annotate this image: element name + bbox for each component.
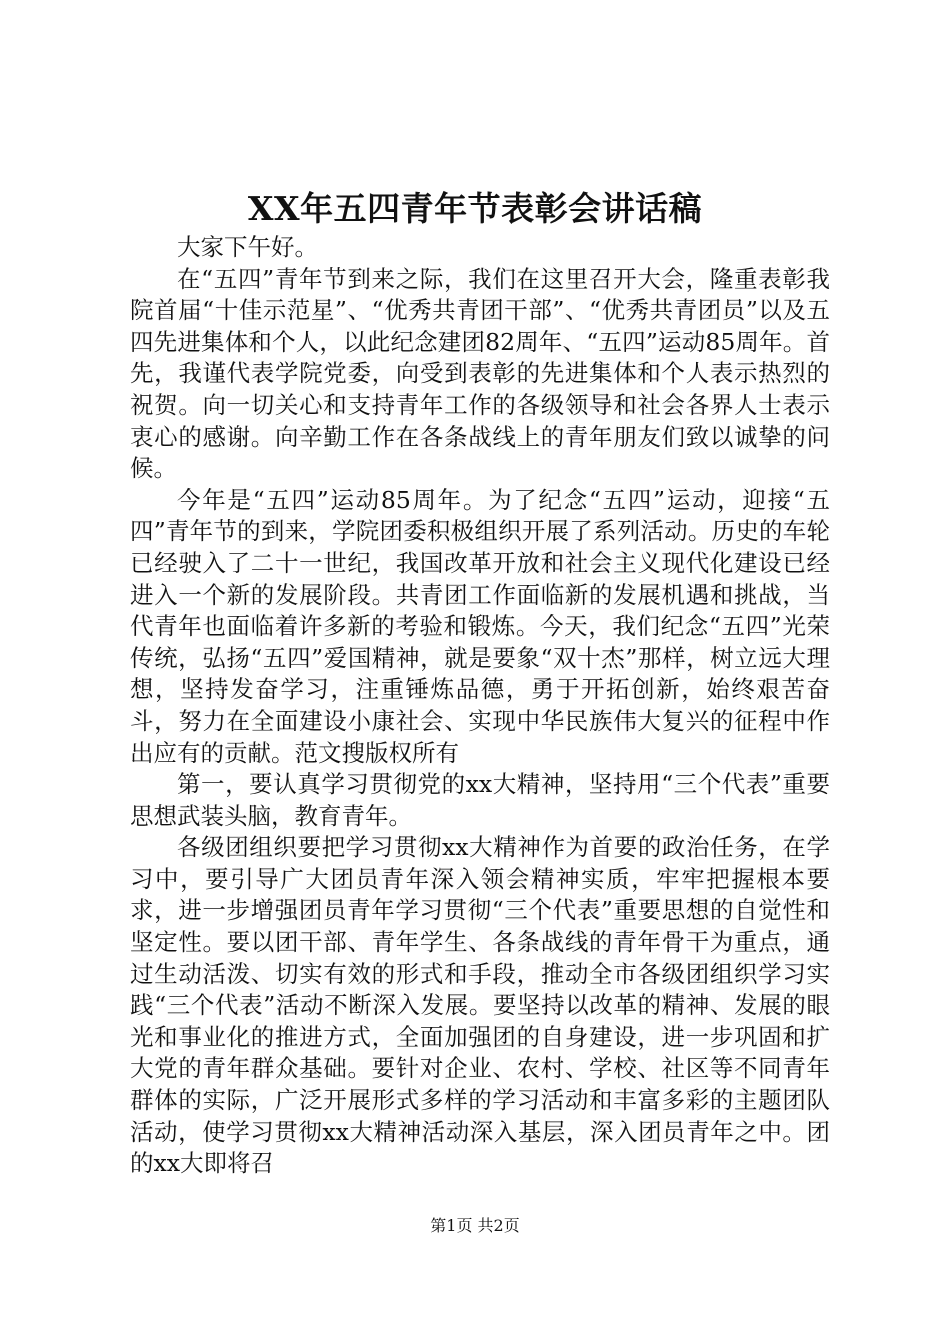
paragraph-anniversary: 今年是“五四”运动85周年。为了纪念“五四”运动，迎接“五四”青年节的到来，学院团委积极组织开展了系列活动。历史的车轮已经驶入了二十一世纪，我国改革开放和社会主义现代化建设已经进入一个新的发展阶段。共青团工作面临新的发展机遇和挑战，当代青年也面临着许多新的考验和锻炼。今天，我们纪念“五四”光荣传统，弘扬“五四”爱国精神，就是要象“双十杰”那样，树立远大理想，坚持发奋学习，注重锤炼品德，勇于开拓创新，始终艰苦奋斗，努力在全面建设小康社会、实现中华民族伟大复兴的征程中作出应有的贡献。范文搜版权所有 xyxy=(130,485,830,767)
paragraph-greeting: 大家下午好。 xyxy=(177,233,318,261)
document-body xyxy=(130,232,830,1180)
paragraph-point-one: 第一，要认真学习贯彻党的xx大精神，坚持用“三个代表”重要思想武装头脑，教育青年。 xyxy=(130,770,830,830)
page-number-footer: 第1页 共2页 xyxy=(430,1216,520,1235)
paragraph-point-one-detail: 各级团组织要把学习贯彻xx大精神作为首要的政治任务，在学习中，要引导广大团员青年深入领会精神实质，牢牢把握根本要求，进一步增强团员青年学习贯彻“三个代表”重要思想的自觉性和坚定性。要以团干部、青年学生、各条战线的青年骨干为重点，通过生动活泼、切实有效的形式和手段，推动全市各级团组织学习实践“三个代表”活动不断深入发展。要坚持以改革的精神、发展的眼光和事业化的推进方式，全面加强团的自身建设，进一步巩固和扩大党的青年群众基础。要针对企业、农村、学校、社区等不同青年群体的实际，广泛开展形式多样的学习活动和丰富多彩的主题团队活动，使学习贯彻xx大精神活动深入基层，深入团员青年之中。团的xx大即将召 xyxy=(130,833,830,1178)
paragraph-opening: 在“五四”青年节到来之际，我们在这里召开大会，隆重表彰我院首届“十佳示范星”、“优秀共青团干部”、“优秀共青团员”以及五四先进集体和个人，以此纪念建团82周年、“五四”运动85周年。首先，我谨代表学院党委，向受到表彰的先进集体和个人表示热烈的祝贺。向一切关心和支持青年工作的各级领导和社会各界人士表示衷心的感谢。向辛勤工作在各条战线上的青年朋友们致以诚挚的问候。 xyxy=(130,264,830,483)
document-title: XX年五四青年节表彰会讲话稿 xyxy=(247,189,703,228)
